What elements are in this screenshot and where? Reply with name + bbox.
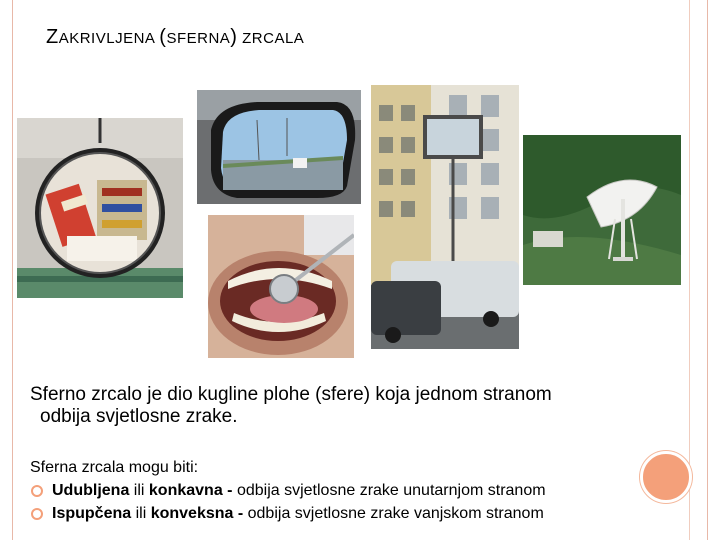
title-word-1: AKRIVLJENA (58, 30, 160, 47)
list-item-concave (30, 479, 670, 502)
concave-description: odbija svjetlosne zrake unutarnjom stranom (232, 482, 546, 499)
definition-line-2: odbija svjetlosne zrake. (40, 406, 238, 427)
dental-mirror-photo (208, 215, 354, 358)
list-item-convex (30, 502, 670, 525)
title-paren-open: ( (159, 26, 167, 48)
radio-telescope-dish-photo (523, 135, 681, 285)
title-letter: Z (46, 26, 59, 48)
convex-description: odbija svjetlosne zrake vanjskom stranom (243, 505, 544, 522)
slide-title (46, 26, 304, 49)
circle-bullet-icon (30, 507, 44, 521)
convex-connector: ili (131, 505, 151, 522)
convex-term: Ispupčena (52, 505, 132, 522)
title-word-3: ZRCALA (237, 30, 305, 47)
definition-line-1: Sferno zrcalo je dio kugline plohe (sfere) koja jednom stranom (30, 384, 552, 405)
title-word-2: SFERNA (166, 30, 231, 47)
convex-synonym: konveksna - (150, 505, 244, 522)
concave-synonym: konkavna - (148, 482, 233, 499)
circle-bullet-icon (30, 484, 44, 498)
mirror-types-list (30, 456, 670, 525)
right-border-line (707, 0, 708, 540)
title-paren-close: ) (230, 26, 238, 48)
concave-term: Udubljena (52, 482, 130, 499)
list-intro: Sferna zrcala mogu biti: (30, 459, 199, 476)
concave-connector: ili (129, 482, 149, 499)
right-inner-border-line (689, 0, 690, 540)
car-side-mirror-photo (197, 90, 361, 204)
definition-paragraph (30, 384, 670, 428)
street-traffic-mirror-photo (371, 85, 519, 349)
left-border-line (12, 0, 13, 540)
convex-store-mirror-photo (17, 118, 183, 298)
decorative-circle (640, 451, 692, 503)
